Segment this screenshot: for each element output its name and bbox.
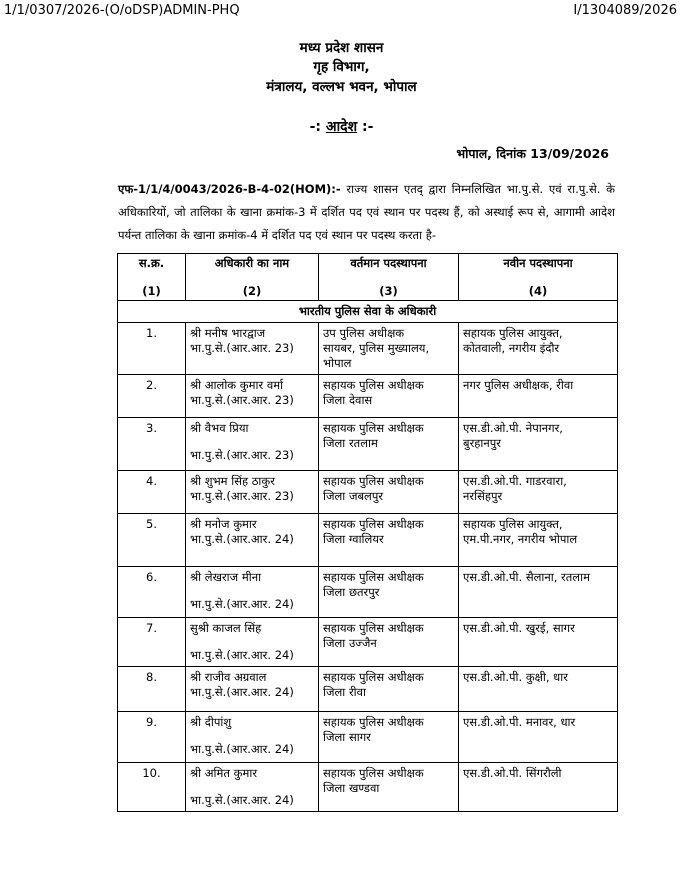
- officer-name: श्री वैभव प्रिया: [190, 421, 249, 435]
- department-title: गृह विभाग,: [313, 59, 370, 75]
- serial-cell: 10.: [118, 763, 186, 812]
- table-row: [118, 667, 618, 712]
- new-posting-line: एस.डी.ओ.पी. खुरई, सागर: [463, 621, 575, 635]
- current-posting-line: सहायक पुलिस अधीक्षक: [323, 621, 424, 635]
- current-posting-line: सायबर, पुलिस मुख्यालय,: [323, 341, 430, 355]
- serial-cell: 3.: [118, 418, 186, 471]
- new-posting-line: नगर पुलिस अधीक्षक, रीवा: [463, 378, 574, 392]
- current-posting-line: जिला रीवा: [323, 685, 366, 699]
- new-posting-cell: [459, 667, 618, 712]
- current-posting-line: सहायक पुलिस अधीक्षक: [323, 421, 424, 435]
- new-posting-cell: [459, 712, 618, 763]
- current-posting-cell: [319, 375, 459, 418]
- current-posting-cell: [319, 618, 459, 667]
- officer-cell: [186, 712, 319, 763]
- officer-cell: [186, 763, 319, 812]
- order-body: राज्य शासन एतद् द्वारा निम्नलिखित भा.पु.से. एवं रा.पु.से. के अधिकारियों, जो तालिका के खाना क्रमांक-3 में दर्शित पद एवं स्थान पर पदस्थ हैं, को अस्थाई रूप से, आगामी आदेश पर्यन्त तालिका के खाना क्रमांक-4 में दर्शित पद एवं स्थान पर पदस्थ करता है-: [118, 182, 615, 242]
- order-paragraph: [118, 178, 615, 247]
- new-posting-line: एस.डी.ओ.पी. सैलाना, रतलाम: [463, 570, 590, 584]
- new-posting-cell: [459, 618, 618, 667]
- order-prefix: -:: [309, 119, 321, 135]
- section-row: [118, 301, 618, 323]
- officer-batch: भा.पु.से.(आर.आर. 24): [190, 648, 294, 662]
- header-officer-name: अधिकारी का नाम (2): [186, 254, 319, 301]
- document-number: I/1304089/2026: [573, 3, 677, 18]
- current-posting-line: जिला रतलाम: [323, 436, 378, 450]
- current-posting-line: जिला देवास: [323, 393, 373, 407]
- table-row: [118, 618, 618, 667]
- current-posting-line: जिला खण्डवा: [323, 781, 380, 795]
- order-reference: एफ-1/1/4/0043/2026-B-4-02(HOM):-: [118, 182, 341, 196]
- table-row: [118, 514, 618, 567]
- new-posting-line: एस.डी.ओ.पी. गाडरवारा,: [463, 474, 567, 488]
- current-posting-line: सहायक पुलिस अधीक्षक: [323, 378, 424, 392]
- officer-batch: भा.पु.से.(आर.आर. 24): [190, 685, 294, 699]
- table-row: [118, 712, 618, 763]
- current-posting-line: जिला ग्वालियर: [323, 532, 384, 546]
- new-posting-line: कोतवाली, नगरीय इंदौर: [463, 341, 560, 355]
- officer-cell: [186, 471, 319, 514]
- officer-batch: भा.पु.से.(आर.आर. 23): [190, 393, 294, 407]
- new-posting-line: सहायक पुलिस आयुक्त,: [463, 517, 563, 531]
- government-title: मध्य प्रदेश शासन: [299, 40, 384, 56]
- new-posting-cell: [459, 323, 618, 375]
- file-reference: 1/1/0307/2026-(O/oDSP)ADMIN-PHQ: [4, 3, 240, 18]
- current-posting-cell: [319, 712, 459, 763]
- officer-name: श्री लेखराज मीना: [190, 570, 262, 584]
- current-posting-line: जिला सागर: [323, 730, 371, 744]
- new-posting-cell: [459, 418, 618, 471]
- new-posting-line: सहायक पुलिस आयुक्त,: [463, 326, 563, 340]
- serial-cell: 5.: [118, 514, 186, 567]
- table-header-row: [118, 254, 618, 301]
- serial-cell: 7.: [118, 618, 186, 667]
- officer-batch: भा.पु.से.(आर.आर. 23): [190, 448, 294, 462]
- officer-cell: [186, 567, 319, 618]
- officer-batch: भा.पु.से.(आर.आर. 24): [190, 532, 294, 546]
- posting-table: [117, 253, 618, 812]
- table-row: [118, 567, 618, 618]
- officer-cell: [186, 418, 319, 471]
- officer-name: सुश्री काजल सिंह: [190, 621, 262, 635]
- current-posting-line: सहायक पुलिस अधीक्षक: [323, 766, 424, 780]
- officer-name: श्री मनोज कुमार: [190, 517, 257, 531]
- current-posting-line: सहायक पुलिस अधीक्षक: [323, 670, 424, 684]
- current-posting-cell: [319, 323, 459, 375]
- new-posting-line: नरसिंहपुर: [463, 489, 503, 503]
- serial-cell: 9.: [118, 712, 186, 763]
- header-serial: स.क्र. (1): [118, 254, 186, 301]
- new-posting-line: एस.डी.ओ.पी. सिंगरौली: [463, 766, 562, 780]
- serial-cell: 2.: [118, 375, 186, 418]
- header-new-posting: नवीन पदस्थापना (4): [459, 254, 618, 301]
- date-line: भोपाल, दिनांक 13/09/2026: [456, 146, 609, 161]
- new-posting-line: बुरहानपुर: [463, 436, 501, 450]
- serial-cell: 8.: [118, 667, 186, 712]
- order-heading: [0, 117, 683, 136]
- new-posting-cell: [459, 567, 618, 618]
- new-posting-cell: [459, 375, 618, 418]
- officer-batch: भा.पु.से.(आर.आर. 24): [190, 793, 294, 807]
- order-suffix: :-: [362, 119, 374, 135]
- new-posting-line: एस.डी.ओ.पी. कुक्षी, धार: [463, 670, 568, 684]
- table-row: [118, 375, 618, 418]
- new-posting-line: एम.पी.नगर, नगरीय भोपाल: [463, 532, 578, 546]
- current-posting-cell: [319, 418, 459, 471]
- officer-name: श्री शुभम सिंह ठाकुर: [190, 474, 275, 488]
- officer-batch: भा.पु.से.(आर.आर. 24): [190, 742, 294, 756]
- current-posting-line: जिला छतरपुर: [323, 585, 380, 599]
- table-row: [118, 763, 618, 812]
- officer-batch: भा.पु.से.(आर.आर. 24): [190, 597, 294, 611]
- current-posting-line: सहायक पुलिस अधीक्षक: [323, 715, 424, 729]
- officer-name: श्री दीपांशु: [190, 715, 232, 729]
- serial-cell: 1.: [118, 323, 186, 375]
- order-word: आदेश: [325, 119, 358, 135]
- officer-batch: भा.पु.से.(आर.आर. 23): [190, 489, 294, 503]
- new-posting-cell: [459, 471, 618, 514]
- officer-cell: [186, 618, 319, 667]
- officer-cell: [186, 323, 319, 375]
- officer-batch: भा.पु.से.(आर.आर. 23): [190, 341, 294, 355]
- ministry-address: मंत्रालय, वल्लभ भवन, भोपाल: [266, 79, 417, 95]
- new-posting-cell: [459, 514, 618, 567]
- serial-cell: 6.: [118, 567, 186, 618]
- officer-cell: [186, 514, 319, 567]
- current-posting-line: उप पुलिस अधीक्षक: [323, 326, 405, 340]
- officer-cell: [186, 375, 319, 418]
- officer-name: श्री राजीव अग्रवाल: [190, 670, 267, 684]
- new-posting-cell: [459, 763, 618, 812]
- officer-name: श्री आलोक कुमार वर्मा: [190, 378, 284, 392]
- table-row: [118, 418, 618, 471]
- table-row: [118, 471, 618, 514]
- current-posting-line: जिला जबलपुर: [323, 489, 384, 503]
- current-posting-line: जिला उज्जैन: [323, 636, 377, 650]
- serial-cell: 4.: [118, 471, 186, 514]
- officer-name: श्री मनीष भारद्वाज: [190, 326, 266, 340]
- section-title: भारतीय पुलिस सेवा के अधिकारी: [118, 301, 618, 323]
- current-posting-cell: [319, 567, 459, 618]
- officer-name: श्री अमित कुमार: [190, 766, 258, 780]
- current-posting-line: भोपाल: [323, 356, 352, 370]
- current-posting-cell: [319, 471, 459, 514]
- current-posting-line: सहायक पुलिस अधीक्षक: [323, 517, 424, 531]
- current-posting-cell: [319, 667, 459, 712]
- current-posting-line: सहायक पुलिस अधीक्षक: [323, 570, 424, 584]
- current-posting-line: सहायक पुलिस अधीक्षक: [323, 474, 424, 488]
- current-posting-cell: [319, 763, 459, 812]
- current-posting-cell: [319, 514, 459, 567]
- header-current-posting: वर्तमान पदस्थापना (3): [319, 254, 459, 301]
- officer-cell: [186, 667, 319, 712]
- table-row: [118, 323, 618, 375]
- new-posting-line: एस.डी.ओ.पी. नेपानगर,: [463, 421, 563, 435]
- new-posting-line: एस.डी.ओ.पी. मनावर, धार: [463, 715, 576, 729]
